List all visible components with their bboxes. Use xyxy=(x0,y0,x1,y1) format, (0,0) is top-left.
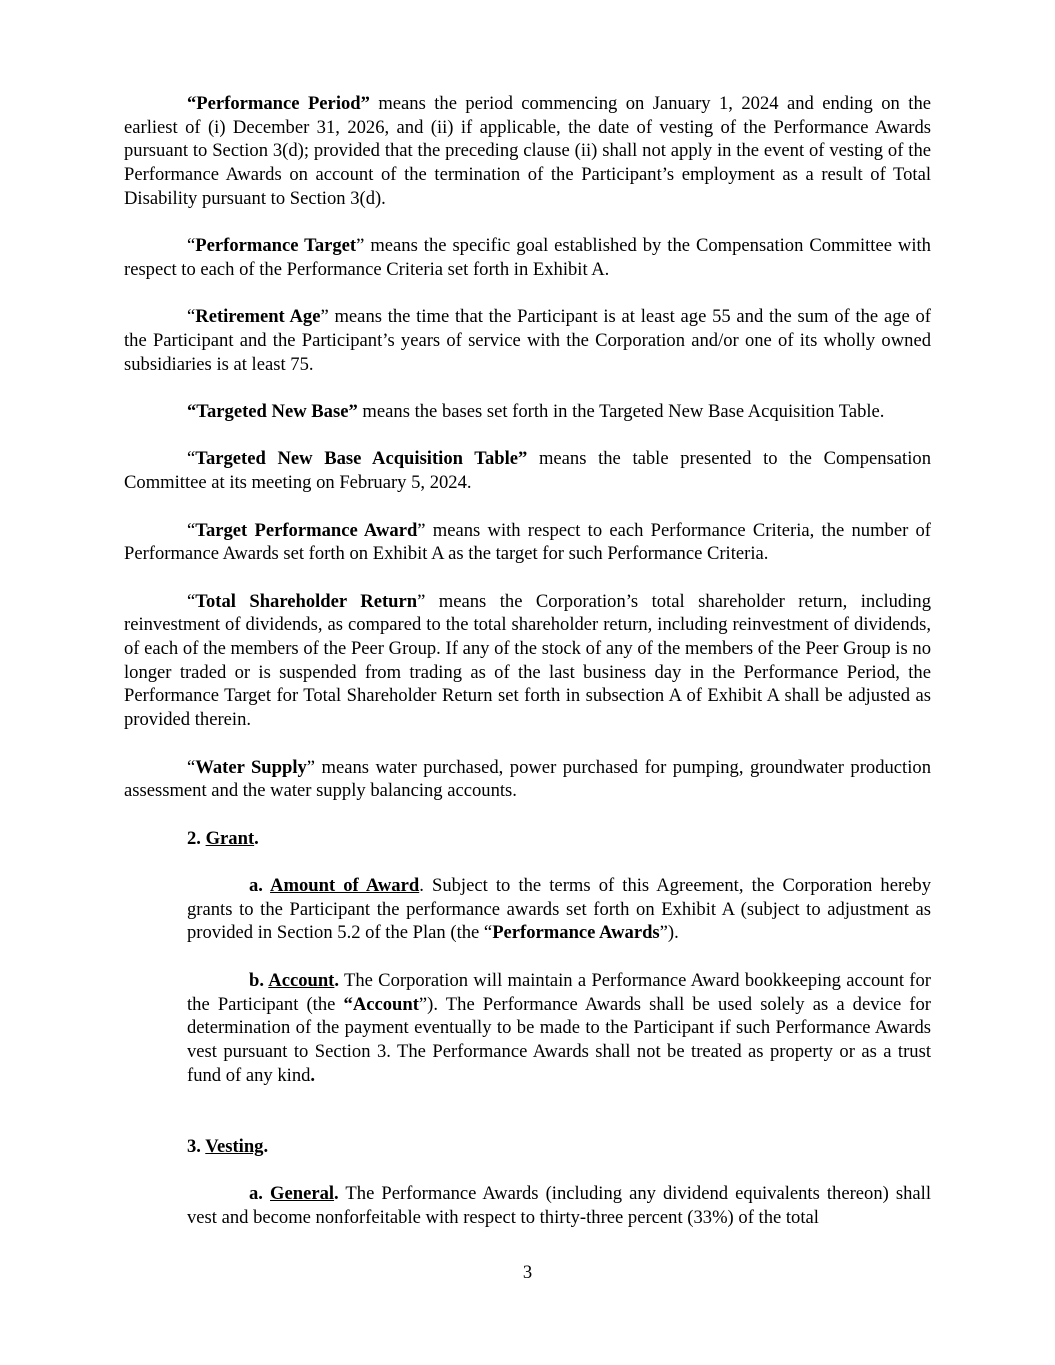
page-number: 3 xyxy=(522,1262,533,1283)
definition-total-shareholder-return xyxy=(124,590,931,732)
definition-term: Target Performance Award xyxy=(195,519,418,541)
definition-performance-period xyxy=(124,92,931,211)
close-quote: ” xyxy=(417,590,426,612)
open-quote: “ xyxy=(187,235,196,257)
open-quote: “ xyxy=(187,756,196,778)
subsection-label: a. xyxy=(249,875,271,897)
section-period: . xyxy=(263,1135,269,1157)
document-page xyxy=(124,92,931,1230)
subsection-text: The Corporation will maintain a Performance Award bookkeeping account for the Participant (the xyxy=(187,969,931,1015)
definition-text: means the specific goal established by the Compensation Committee with respect to each of the Performance Criteria set forth in Exhibit A. xyxy=(124,235,931,280)
definition-text: means water purchased, power purchased for pumping, groundwater production assessment and the water supply balancing accounts. xyxy=(124,756,931,802)
definition-term: Total Shareholder Return xyxy=(195,590,418,612)
definition-text: means the time that the Participant is at least age 55 and the sum of the age of the Participant and the Participant’s years of service with the Corporation and/or one of its wholly owned subsidiaries is at least 75. xyxy=(124,306,931,375)
definition-term: Retirement Age xyxy=(195,306,321,328)
definition-targeted-new-base xyxy=(124,400,931,424)
definition-text: means the table presented to the Compensation Committee at its meeting on February 5, 2024. xyxy=(124,448,931,494)
close-quote: ” xyxy=(306,756,316,778)
definition-performance-target xyxy=(124,234,931,281)
open-quote: “ xyxy=(187,590,196,612)
subsection-label: b. xyxy=(249,969,269,991)
subsection-period: . xyxy=(334,1183,339,1205)
open-quote: “ xyxy=(187,448,196,470)
close-quote: ” xyxy=(417,519,426,541)
definition-water-supply xyxy=(124,756,931,803)
definition-term: Water Supply xyxy=(195,756,307,778)
open-quote: “ xyxy=(187,306,196,328)
definition-text: means the Corporation’s total shareholder return, including reinvestment of dividends, as compared to the total shareholder return, including reinvestment of dividends, of each of the members of the Peer Group. If any of the stock of any of the members of the Peer Group is no longer traded or is suspended from trading as of the last business day in the Performance Period, the Performance Target for Total Shareholder Return set forth in subsection A of Exhibit A shall be adjusted as provided therein. xyxy=(124,590,931,731)
definition-target-performance-award xyxy=(124,519,931,566)
open-quote: “ xyxy=(187,519,196,541)
subsection-text: Subject to the terms of this Agreement, the Corporation hereby grants to the Participant the performance awards set forth on Exhibit A (subject to adjustment as provided in Section 5.2 of the Plan (the “ xyxy=(187,875,932,944)
section-2b-account xyxy=(187,969,931,1088)
subsection-text-end: ”). xyxy=(659,922,679,944)
subsection-text: The Performance Awards (including any dividend equivalents thereon) shall vest and become nonforfeitable with respect to thirty-three percent (33%) of the total xyxy=(187,1183,932,1228)
subsection-text-end: ”). The Performance Awards shall be used solely as a device for determination of the payment eventually to be made to the Participant if such Performance Awards vest pursuant to Section 3. The Performance Awards shall not be treated as property or as a trust fund of any kind xyxy=(187,993,931,1086)
definition-term: Targeted New Base Acquisition Table” xyxy=(195,448,528,470)
section-2-heading xyxy=(187,827,931,851)
subsection-period: . xyxy=(334,969,340,991)
section-number: 3. xyxy=(187,1135,206,1157)
definition-term: “Performance Period” xyxy=(187,93,370,114)
subsection-title: Account xyxy=(268,969,335,991)
section-number: 2. xyxy=(187,827,206,849)
subsection-period: . xyxy=(419,875,424,897)
close-quote: ” xyxy=(356,235,365,257)
subsection-end-period: . xyxy=(310,1064,316,1086)
definition-targeted-new-base-acquisition-table xyxy=(124,447,931,494)
section-title: Grant xyxy=(205,827,255,849)
close-quote: ” xyxy=(320,306,329,328)
definition-text: means the bases set forth in the Targeted New Base Acquisition Table. xyxy=(357,401,885,423)
section-3a-general xyxy=(187,1182,931,1229)
definition-term: Performance Target xyxy=(195,235,357,257)
section-2a-amount-of-award xyxy=(187,874,931,945)
definition-text: means the period commencing on January 1, 2024 and ending on the earliest of (i) December 31, 2026, and (ii) if applicable, the date of vesting of the Performance Awards pursuant to Section 3(d); provided that the preceding clause (ii) shall not apply in the event of vesting of the Performance Awards on account of the termination of the Participant’s employment as a result of Total Disability pursuant to Section 3(d). xyxy=(124,93,931,209)
section-period: . xyxy=(254,827,259,849)
definition-term: “Targeted New Base” xyxy=(187,401,358,423)
definition-text: means with respect to each Performance Criteria, the number of Performance Awards set forth on Exhibit A as the target for such Performance Criteria. xyxy=(124,519,932,565)
section-3-heading xyxy=(187,1135,931,1159)
subsection-label: a. xyxy=(249,1183,271,1205)
subsection-title: General xyxy=(270,1183,335,1205)
section-title: Vesting xyxy=(205,1135,264,1157)
defined-term: “Account xyxy=(343,993,419,1015)
defined-term: Performance Awards xyxy=(492,922,660,944)
definition-retirement-age xyxy=(124,305,931,376)
subsection-title: Amount of Award xyxy=(270,875,420,897)
